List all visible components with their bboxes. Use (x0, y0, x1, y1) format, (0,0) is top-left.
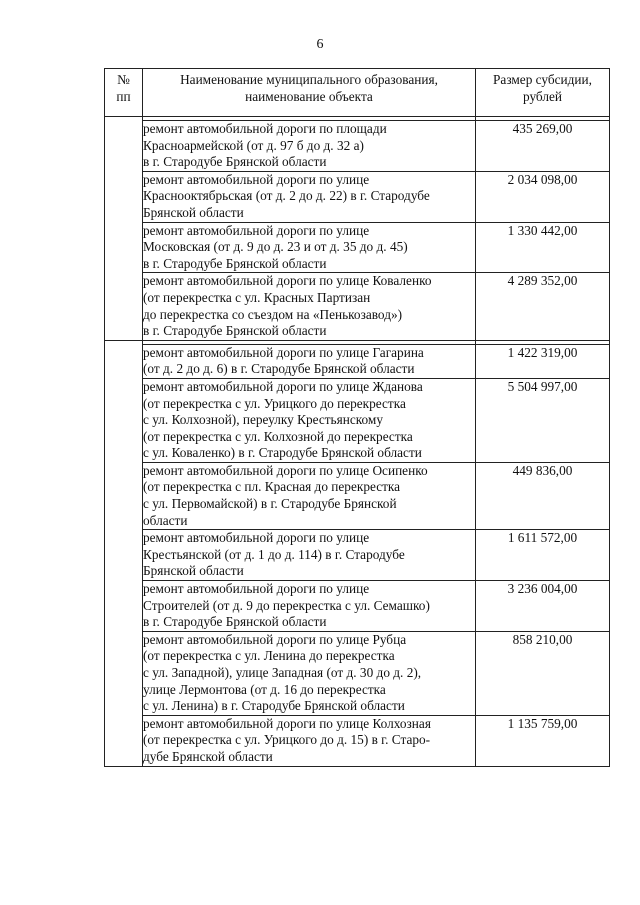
object-name-line: ремонт автомобильной дороги по улице Гагарина (143, 344, 424, 360)
object-name-line: ремонт автомобильной дороги по улице (143, 222, 370, 238)
object-name-line: с ул. Западной), улице Западная (от д. 30 до д. 2), (143, 665, 422, 680)
object-name-line: (от перекрестка с ул. Красных Партизан (143, 289, 371, 305)
object-name-line: в г. Стародубе Брянской области (143, 154, 327, 170)
object-name-line: (от перекрестка с ул. Урицкого до перекрестка (143, 395, 406, 411)
object-name-line: Крестьянской (от д. 1 до д. 114) в г. Стародубе (143, 546, 405, 562)
header-sum-line: рублей (522, 88, 563, 104)
header-subsidy-amount (476, 69, 610, 117)
object-name-cell (143, 378, 476, 462)
subsidy-amount-cell: 5 504 997,00 (476, 378, 610, 462)
table-header-row (105, 69, 610, 117)
object-name-line: ремонт автомобильной дороги по улице (143, 171, 370, 187)
subsidy-amount-cell: 1 135 759,00 (476, 715, 610, 766)
object-name-line: с ул. Коваленко) в г. Стародубе Брянской области (143, 445, 422, 461)
header-number (105, 69, 143, 117)
subsidy-amount-cell: 449 836,00 (476, 462, 610, 529)
page-number: 6 (316, 37, 324, 52)
object-name-line: улице Лермонтова (от д. 16 до перекрестка (143, 681, 386, 697)
table-row (105, 530, 610, 581)
object-name-line: в г. Стародубе Брянской области (143, 255, 327, 271)
object-name-cell (143, 581, 476, 632)
object-name-line: ремонт автомобильной дороги по улице Коваленко (143, 273, 432, 289)
object-name-cell (143, 121, 476, 172)
row-number-cell (105, 340, 143, 766)
table-row (105, 715, 610, 766)
object-name-line: с ул. Первомайской) в г. Стародубе Брянской (143, 496, 397, 512)
header-name-line: Наименование муниципального образования, (180, 72, 438, 87)
subsidy-amount-cell: 1 422 319,00 (476, 344, 610, 378)
object-name-line: ремонт автомобильной дороги по улице (143, 530, 370, 546)
header-number-line: пп (116, 88, 131, 104)
subsidy-amount-cell: 1 611 572,00 (476, 530, 610, 581)
object-name-line: с ул. Ленина) в г. Стародубе Брянской области (143, 698, 405, 714)
subsidy-amount-cell: 2 034 098,00 (476, 171, 610, 222)
object-name-line: (от перекрестка с пл. Красная до перекрестка (143, 479, 401, 495)
object-name-line: (от перекрестка с ул. Урицкого до д. 15) в г. Старо- (143, 732, 431, 748)
subsidy-amount-cell: 1 330 442,00 (476, 222, 610, 273)
header-number-line: № (117, 72, 130, 87)
table-body (105, 117, 610, 767)
object-name-line: области (143, 512, 188, 528)
object-name-line: в г. Стародубе Брянской области (143, 323, 327, 339)
object-name-line: в г. Стародубе Брянской области (143, 614, 327, 630)
object-name-cell (143, 344, 476, 378)
header-sum-line: Размер субсидии, (493, 72, 592, 87)
object-name-line: до перекрестка со съездом на «Пенькозавод») (143, 306, 403, 322)
object-name-line: (от перекрестка с ул. Колхозной до перекрестка (143, 428, 413, 444)
object-name-line: (от перекрестка с ул. Ленина до перекрестка (143, 648, 395, 664)
object-name-line: Брянской области (143, 204, 244, 220)
subsidy-amount-cell: 4 289 352,00 (476, 273, 610, 340)
object-name-cell (143, 530, 476, 581)
object-name-line: (от д. 2 до д. 6) в г. Стародубе Брянской области (143, 361, 415, 377)
object-name-line: Краснооктябрьская (от д. 2 до д. 22) в г. Стародубе (143, 188, 430, 204)
object-name-cell (143, 222, 476, 273)
table-row (105, 581, 610, 632)
header-name-line: наименование объекта (245, 88, 373, 104)
object-name-line: с ул. Колхозной), переулку Крестьянскому (143, 412, 383, 428)
table-row (105, 462, 610, 529)
table-row (105, 222, 610, 273)
subsidy-amount-cell: 435 269,00 (476, 121, 610, 172)
table-row (105, 121, 610, 172)
table-row (105, 344, 610, 378)
object-name-line: Красноармейской (от д. 97 б до д. 32 а) (143, 137, 364, 153)
object-name-cell (143, 462, 476, 529)
object-name-line: Брянской области (143, 563, 244, 579)
object-name-line: ремонт автомобильной дороги по улице Жданова (143, 378, 423, 394)
row-number-cell (105, 117, 143, 341)
object-name-line: ремонт автомобильной дороги по улице Осипенко (143, 462, 428, 478)
object-name-line: Московская (от д. 9 до д. 23 и от д. 35 до д. 45) (143, 239, 408, 255)
object-name-line: ремонт автомобильной дороги по площади (143, 121, 387, 136)
subsidy-amount-cell: 858 210,00 (476, 631, 610, 715)
object-name-cell (143, 715, 476, 766)
table-row (105, 378, 610, 462)
header-object-name (143, 69, 476, 117)
table-row (105, 631, 610, 715)
table-row (105, 273, 610, 340)
object-name-cell (143, 273, 476, 340)
subsidy-table (104, 68, 610, 767)
object-name-line: Строителей (от д. 9 до перекрестка с ул. Семашко) (143, 597, 430, 613)
object-name-line: ремонт автомобильной дороги по улице Колхозная (143, 715, 431, 731)
object-name-line: ремонт автомобильной дороги по улице Рубца (143, 631, 407, 647)
subsidy-amount-cell: 3 236 004,00 (476, 581, 610, 632)
object-name-cell (143, 171, 476, 222)
object-name-line: дубе Брянской области (143, 748, 273, 764)
object-name-cell (143, 631, 476, 715)
object-name-line: ремонт автомобильной дороги по улице (143, 581, 370, 597)
table-row (105, 171, 610, 222)
